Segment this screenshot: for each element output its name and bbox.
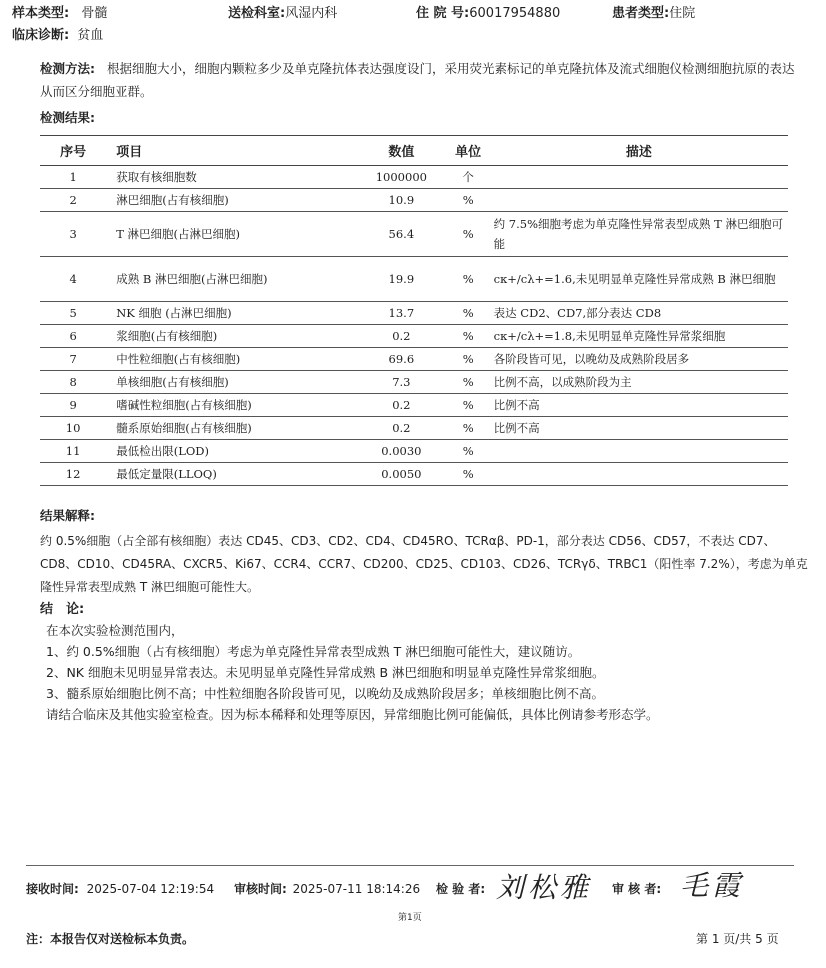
cell-desc: cκ+/cλ+=1.6,未见明显单克隆性异常成熟 B 淋巴细胞 — [490, 257, 788, 302]
patient-type-label: 患者类型: — [612, 6, 670, 21]
col-header-value: 数值 — [356, 136, 447, 166]
table-row — [40, 166, 788, 189]
results-label: 检测结果: — [40, 110, 95, 125]
col-header-item: 项目 — [106, 136, 356, 166]
inpatient-number-label: 住 院 号: — [416, 6, 470, 21]
page-info: 第 1 页/共 5 页 — [696, 932, 779, 946]
interpretation-text: 约 0.5%细胞（占全部有核细胞）表达 CD45、CD3、CD2、CD4、CD45RO、TCRαβ、PD-1，部分表达 CD56、CD57，不表达 CD7、CD8、CD10、CD45RA、CXCR5、Ki67、CCR4、CCR7、CD200、CD25、CD103、CD26、TCRγδ、TRBC1（阳性率 7.2%），考虑为单克隆性异常表型成熟 T 淋巴细胞可能性大。 — [40, 534, 808, 594]
table-row — [40, 394, 788, 417]
cell-desc: 表达 CD2、CD7,部分表达 CD8 — [490, 302, 788, 325]
col-header-desc: 描述 — [490, 136, 788, 166]
cell-unit: % — [447, 325, 490, 348]
cell-no: 7 — [40, 348, 106, 371]
cell-unit: % — [447, 212, 490, 257]
cell-item: 成熟 B 淋巴细胞(占淋巴细胞) — [106, 257, 356, 302]
cell-unit: % — [447, 463, 490, 486]
cell-item: NK 细胞 (占淋巴细胞) — [106, 302, 356, 325]
cell-unit: % — [447, 417, 490, 440]
conclusion-body — [46, 620, 816, 725]
cell-value: 0.2 — [356, 394, 447, 417]
sample-type-value: 骨髓 — [81, 6, 108, 21]
cell-item: 髓系原始细胞(占有核细胞) — [106, 417, 356, 440]
interpretation-label: 结果解释: — [40, 508, 95, 523]
results-table — [40, 135, 788, 486]
cell-desc — [490, 166, 788, 189]
method-text: 根据细胞大小，细胞内颗粒多少及单克隆抗体表达强度设门，采用荧光素标记的单克隆抗体及流式细胞仪检测细胞抗原的表达从而区分细胞亚群。 — [40, 61, 795, 99]
inpatient-number — [416, 2, 560, 21]
cell-value: 0.2 — [356, 417, 447, 440]
table-row — [40, 371, 788, 394]
cell-item: 单核细胞(占有核细胞) — [106, 371, 356, 394]
received-time — [26, 880, 214, 897]
method-section — [40, 57, 800, 103]
cell-desc: 比例不高 — [490, 417, 788, 440]
cell-no: 5 — [40, 302, 106, 325]
cell-no: 2 — [40, 189, 106, 212]
conclusion-line: 2、NK 细胞未见明显异常表达。未见明显单克隆性异常成熟 B 淋巴细胞和明显单克隆性异常浆细胞。 — [46, 665, 605, 680]
cell-item: 最低检出限(LOD) — [106, 440, 356, 463]
method-label: 检测方法: — [40, 61, 95, 76]
cell-item: 淋巴细胞(占有核细胞) — [106, 189, 356, 212]
conclusion-line: 在本次实验检测范围内， — [46, 623, 184, 638]
reviewer-signature: 毛霞 — [680, 869, 745, 902]
cell-unit: % — [447, 348, 490, 371]
footer-divider — [26, 865, 794, 866]
cell-item: 中性粒细胞(占有核细胞) — [106, 348, 356, 371]
table-row — [40, 302, 788, 325]
cell-value: 56.4 — [356, 212, 447, 257]
cell-desc — [490, 189, 788, 212]
sample-type-label: 样本类型: — [12, 6, 70, 21]
table-row — [40, 325, 788, 348]
cell-unit: % — [447, 440, 490, 463]
cell-no: 3 — [40, 212, 106, 257]
report-note: 注：本报告仅对送检标本负责。 — [26, 932, 195, 946]
conclusion-label: 结 论: — [40, 602, 85, 617]
review-time-label: 审核时间: — [234, 882, 287, 896]
cell-desc: cκ+/cλ+=1.8,未见明显单克隆性异常浆细胞 — [490, 325, 788, 348]
cell-item: T 淋巴细胞(占淋巴细胞) — [106, 212, 356, 257]
cell-unit: % — [447, 189, 490, 212]
received-time-value: 2025-07-04 12:19:54 — [86, 882, 215, 896]
cell-value: 1000000 — [356, 166, 447, 189]
cell-item: 最低定量限(LLOQ) — [106, 463, 356, 486]
cell-no: 4 — [40, 257, 106, 302]
cell-value: 0.0030 — [356, 440, 447, 463]
cell-value: 0.0050 — [356, 463, 447, 486]
received-time-label: 接收时间: — [26, 882, 79, 896]
cell-value: 10.9 — [356, 189, 447, 212]
clinical-diagnosis — [12, 24, 103, 43]
cell-desc: 约 7.5%细胞考虑为单克隆性异常表型成熟 T 淋巴细胞可能 — [490, 212, 788, 257]
table-row — [40, 348, 788, 371]
cell-unit: 个 — [447, 166, 490, 189]
cell-item: 浆细胞(占有核细胞) — [106, 325, 356, 348]
page-center-number: 第1页 — [398, 913, 422, 923]
cell-unit: % — [447, 394, 490, 417]
tester-label: 检 验 者: — [436, 882, 486, 896]
cell-no: 11 — [40, 440, 106, 463]
cell-value: 19.9 — [356, 257, 447, 302]
cell-unit: % — [447, 371, 490, 394]
patient-type — [612, 2, 695, 21]
cell-value: 7.3 — [356, 371, 447, 394]
review-time — [234, 880, 420, 897]
table-header-row — [40, 136, 788, 166]
table-row — [40, 417, 788, 440]
cell-no: 12 — [40, 463, 106, 486]
table-row — [40, 189, 788, 212]
sample-type — [12, 2, 107, 21]
cell-item: 获取有核细胞数 — [106, 166, 356, 189]
cell-no: 10 — [40, 417, 106, 440]
clinical-diagnosis-label: 临床诊断: — [12, 28, 70, 43]
col-header-no: 序号 — [40, 136, 106, 166]
cell-desc — [490, 440, 788, 463]
department-value: 风湿内科 — [285, 6, 338, 21]
tester-signature: 刘松雅 — [496, 871, 593, 904]
cell-desc: 比例不高，以成熟阶段为主 — [490, 371, 788, 394]
conclusion-line: 3、髓系原始细胞比例不高；中性粒细胞各阶段皆可见，以晚幼及成熟阶段居多；单核细胞比例不高。 — [46, 686, 604, 701]
cell-no: 1 — [40, 166, 106, 189]
conclusion-line: 请结合临床及其他实验室检查。因为标本稀释和处理等原因，异常细胞比例可能偏低，具体比例请参考形态学。 — [46, 707, 659, 722]
patient-type-value: 住院 — [669, 6, 696, 21]
cell-value: 69.6 — [356, 348, 447, 371]
table-row — [40, 440, 788, 463]
clinical-diagnosis-value: 贫血 — [77, 28, 104, 43]
conclusion-line: 1、约 0.5%细胞（占有核细胞）考虑为单克隆性异常表型成熟 T 淋巴细胞可能性大，建议随访。 — [46, 644, 581, 659]
inpatient-number-value: 60017954880 — [469, 6, 561, 21]
review-time-value: 2025-07-11 18:14:26 — [292, 882, 421, 896]
table-row — [40, 212, 788, 257]
col-header-unit: 单位 — [447, 136, 490, 166]
cell-unit: % — [447, 302, 490, 325]
cell-no: 6 — [40, 325, 106, 348]
cell-no: 9 — [40, 394, 106, 417]
department — [228, 2, 337, 21]
reviewer-label: 审 核 者: — [612, 882, 662, 896]
cell-desc: 各阶段皆可见，以晚幼及成熟阶段居多 — [490, 348, 788, 371]
cell-item: 嗜碱性粒细胞(占有核细胞) — [106, 394, 356, 417]
cell-unit: % — [447, 257, 490, 302]
cell-no: 8 — [40, 371, 106, 394]
table-row — [40, 257, 788, 302]
table-row — [40, 463, 788, 486]
department-label: 送检科室: — [228, 6, 286, 21]
cell-value: 0.2 — [356, 325, 447, 348]
cell-desc: 比例不高 — [490, 394, 788, 417]
cell-desc — [490, 463, 788, 486]
cell-value: 13.7 — [356, 302, 447, 325]
